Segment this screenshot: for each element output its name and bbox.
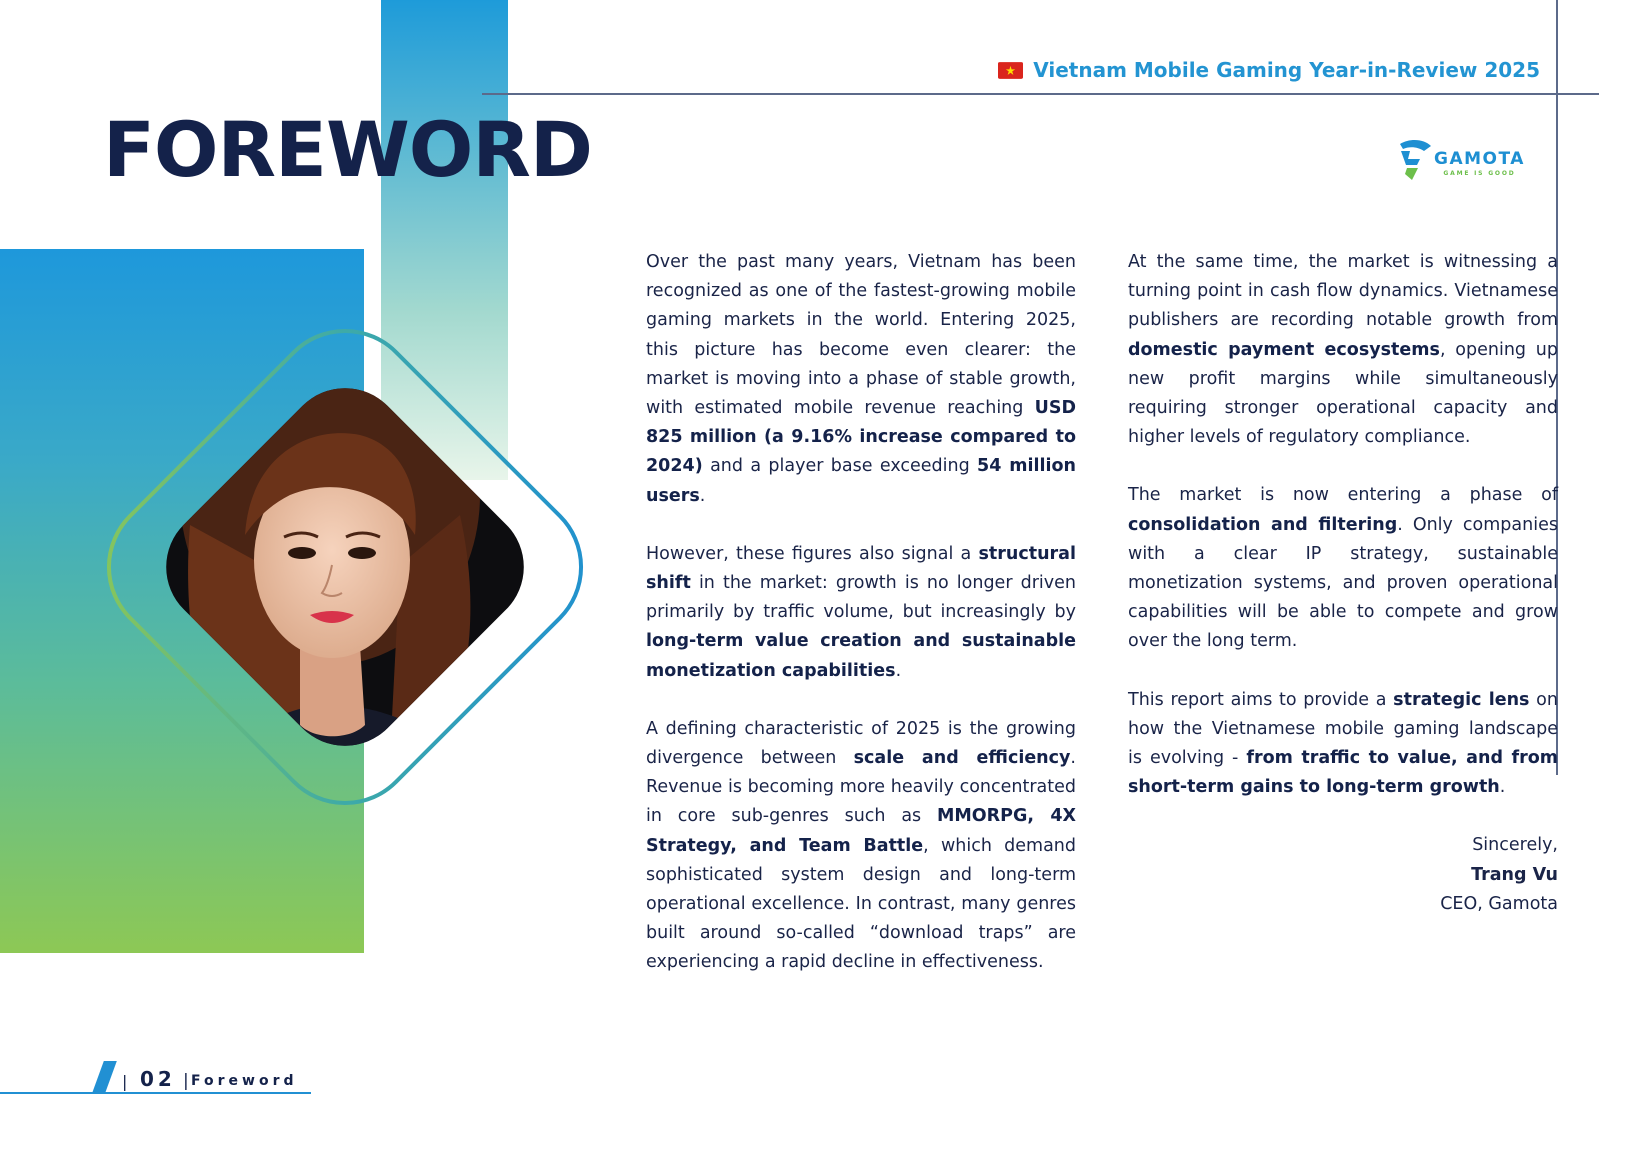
footer-separator: | xyxy=(183,1071,189,1091)
paragraph xyxy=(646,540,1076,686)
body-text: . xyxy=(699,485,706,506)
body-text: . Only companies with a clear IP strategy, sustainable monetization systems, and proven operational capabilities will be able to compete and grow over the long term. xyxy=(1128,514,1558,652)
body-text: . xyxy=(895,660,902,681)
ceo-portrait-frame xyxy=(60,285,640,885)
body-text: A defining characteristic of 2025 is the growing divergence between xyxy=(646,718,1076,769)
footer-divider xyxy=(0,1092,311,1094)
body-text: , which demand sophisticated system design and long-term operational excellence. In contrast, many genres built around so-called “download traps” are experiencing a rapid decline in effectiveness. xyxy=(646,835,1076,973)
body-text: However, these figures also signal a xyxy=(646,543,979,564)
body-text: in the market: growth is no longer driven primarily by traffic volume, but increasingly by xyxy=(646,573,1076,623)
body-text: This report aims to provide a xyxy=(1128,689,1394,710)
emphasis-text: domestic payment ecosystems xyxy=(1128,339,1440,360)
signoff-name: Trang Vu xyxy=(1471,864,1558,885)
body-text: Over the past many years, Vietnam has been recognized as one of the fastest-growing mobile gaming markets in the world. Entering 2025, this picture has become even clearer: the market is moving into a phase of stable growth, with estimated mobile revenue reaching xyxy=(646,252,1076,419)
signoff-role: CEO, Gamota xyxy=(1440,893,1558,914)
page-footer xyxy=(0,1058,330,1098)
emphasis-text: MMORPG, 4X Strategy, and Team Battle xyxy=(646,806,1076,856)
body-text: on how the Vietnamese mobile gaming landscape is evolving - xyxy=(1128,689,1558,769)
body-text: and a player base exceeding xyxy=(702,456,978,477)
paragraph xyxy=(646,248,1076,511)
emphasis-text: 54 million users xyxy=(646,456,1076,506)
foreword-right-column xyxy=(1128,248,1558,919)
foreword-left-column xyxy=(646,248,1076,1007)
logo-wordmark: GAMOTA xyxy=(1434,149,1525,169)
body-text: . Revenue is becoming more heavily concentrated in core sub-genres such as xyxy=(646,748,1076,827)
footer-separator: | xyxy=(122,1072,128,1091)
gamota-logo-icon xyxy=(1398,138,1432,182)
signoff xyxy=(1128,831,1558,919)
report-title: Vietnam Mobile Gaming Year-in-Review 2025 xyxy=(1033,58,1540,82)
gamota-logo xyxy=(1398,138,1525,182)
emphasis-text: USD 825 million (a 9.16% increase compared to 2024) xyxy=(646,398,1076,477)
body-text: , opening up new profit margins while simultaneously requiring stronger operational capacity and higher levels of regulatory compliance. xyxy=(1128,339,1559,448)
header-divider xyxy=(482,93,1599,95)
emphasis-text: structural shift xyxy=(646,543,1076,594)
emphasis-text: from traffic to value, and from short-term gains to long-term growth xyxy=(1128,748,1558,798)
vietnam-flag-icon xyxy=(998,62,1023,79)
footer-section-label: Foreword xyxy=(191,1073,298,1089)
emphasis-text: scale and efficiency xyxy=(853,748,1071,769)
footer-accent-slash xyxy=(92,1061,117,1093)
emphasis-text: strategic lens xyxy=(1393,689,1530,710)
emphasis-text: long-term value creation and sustainable monetization capabilities xyxy=(646,631,1076,681)
signoff-closing: Sincerely, xyxy=(1472,835,1558,856)
page-title: FOREWORD xyxy=(103,105,593,194)
body-text: The market is now entering a phase of xyxy=(1128,485,1558,506)
ceo-portrait xyxy=(60,285,640,885)
body-text: . xyxy=(1499,777,1506,798)
report-header xyxy=(998,58,1540,82)
emphasis-text: consolidation and filtering xyxy=(1128,514,1398,535)
paragraph xyxy=(1128,481,1558,656)
paragraph xyxy=(646,715,1076,978)
portrait-image xyxy=(60,285,640,885)
body-text: At the same time, the market is witnessing a turning point in cash flow dynamics. Vietnamese publishers are recording notable growth from xyxy=(1128,252,1558,331)
logo-tagline: GAME IS GOOD xyxy=(1443,170,1516,177)
paragraph xyxy=(1128,248,1558,452)
paragraph xyxy=(1128,686,1558,803)
page-number: 02 xyxy=(140,1067,176,1091)
